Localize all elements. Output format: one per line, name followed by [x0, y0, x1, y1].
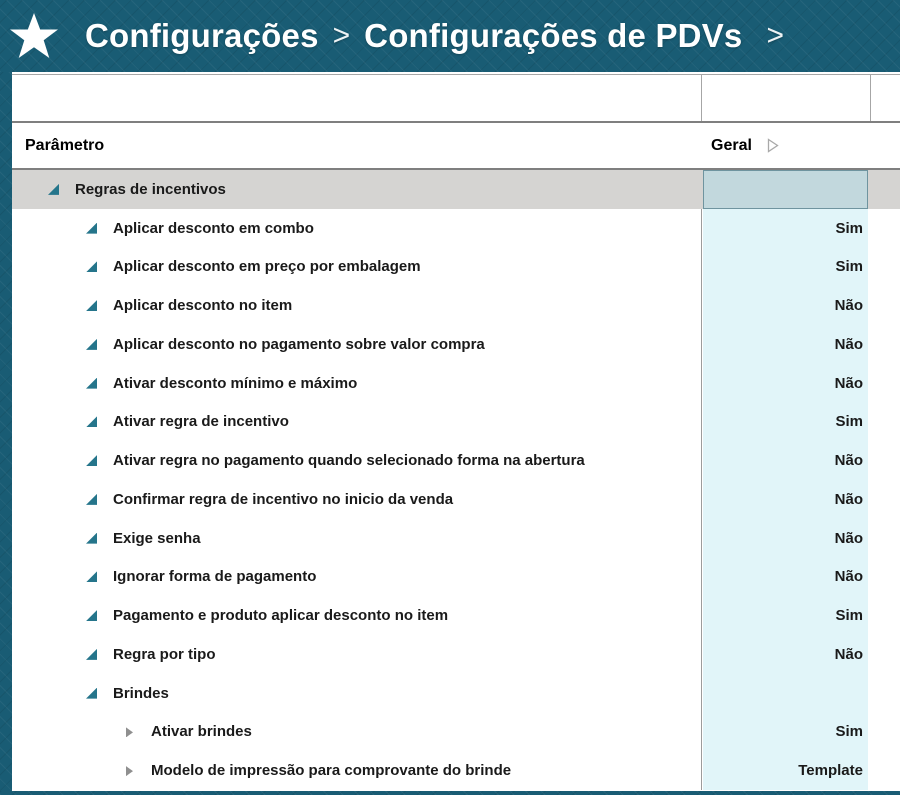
tree-row[interactable] [12, 751, 900, 790]
expand-icon[interactable] [86, 223, 97, 234]
row-label: Ativar desconto mínimo e máximo [113, 374, 358, 392]
expand-icon[interactable] [48, 184, 59, 195]
tree-row[interactable] [12, 713, 900, 752]
row-label: Modelo de impressão para comprovante do brinde [151, 762, 512, 780]
row-value-cell[interactable]: Sim [835, 607, 863, 625]
row-value-cell[interactable]: Não [834, 490, 863, 508]
expand-icon[interactable] [86, 455, 97, 466]
triangle-glyph [86, 300, 97, 311]
row-value-cell[interactable]: Sim [835, 219, 863, 237]
triangle-glyph [86, 571, 97, 582]
triangle-glyph [86, 455, 97, 466]
expand-icon[interactable] [86, 378, 97, 389]
expand-icon[interactable] [86, 494, 97, 505]
triangle-glyph [86, 688, 97, 699]
tree-row[interactable] [12, 248, 900, 287]
row-label: Brindes [113, 684, 169, 702]
row-value-cell[interactable] [703, 170, 868, 209]
tree-row[interactable] [12, 403, 900, 442]
expand-icon[interactable] [86, 261, 97, 272]
row-label: Ativar regra de incentivo [113, 413, 289, 431]
column-expand-icon[interactable] [767, 138, 779, 153]
triangle-glyph [86, 416, 97, 427]
expand-icon[interactable] [86, 339, 97, 350]
column-header-geral[interactable] [711, 123, 779, 168]
triangle-glyph [86, 610, 97, 621]
column-header-geral-label: Geral [711, 136, 752, 154]
tree-rows [12, 170, 900, 790]
row-value-cell[interactable]: Não [834, 297, 863, 315]
collapse-icon[interactable] [124, 765, 135, 776]
row-label: Pagamento e produto aplicar desconto no item [113, 607, 449, 625]
row-value-cell[interactable] [703, 674, 868, 713]
column-header-row [12, 123, 900, 168]
tree-row[interactable] [12, 558, 900, 597]
filter-cell-group[interactable] [701, 75, 870, 121]
row-label: Aplicar desconto no pagamento sobre valor compra [113, 335, 485, 353]
breadcrumb-separator-icon: > [766, 19, 784, 52]
star-icon[interactable] [9, 12, 59, 60]
filter-row [12, 74, 900, 121]
row-label: Aplicar desconto em combo [113, 219, 314, 237]
row-value-cell[interactable]: Não [834, 452, 863, 470]
row-value-cell[interactable]: Não [834, 335, 863, 353]
column-header-parametro[interactable]: Parâmetro [25, 136, 105, 154]
breadcrumb-item-configuracoes-de-pdvs[interactable]: Configurações de PDVs [364, 17, 743, 54]
triangle-glyph [86, 649, 97, 660]
row-label: Regras de incentivos [75, 180, 226, 198]
row-value-cell[interactable]: Sim [835, 723, 863, 741]
tree-row[interactable] [12, 596, 900, 635]
filter-cell-parameter[interactable] [12, 75, 701, 121]
breadcrumb-item-configuracoes[interactable]: Configurações [85, 17, 319, 54]
row-label: Exige senha [113, 529, 201, 547]
row-value-cell[interactable]: Não [834, 529, 863, 547]
triangle-glyph [86, 378, 97, 389]
triangle-glyph [86, 223, 97, 234]
row-label: Confirmar regra de incentivo no inicio da venda [113, 490, 454, 508]
tree-row[interactable] [12, 480, 900, 519]
expand-icon[interactable] [86, 300, 97, 311]
breadcrumb [85, 17, 784, 55]
tree-row[interactable] [12, 286, 900, 325]
expand-icon[interactable] [86, 649, 97, 660]
row-label: Aplicar desconto no item [113, 297, 293, 315]
tree-row[interactable] [12, 209, 900, 248]
expand-icon[interactable] [86, 610, 97, 621]
collapse-icon[interactable] [124, 726, 135, 737]
expand-icon[interactable] [86, 688, 97, 699]
row-label: Ignorar forma de pagamento [113, 568, 317, 586]
expand-icon[interactable] [86, 571, 97, 582]
row-value-cell[interactable]: Sim [835, 413, 863, 431]
tree-row[interactable] [12, 519, 900, 558]
triangle-glyph [86, 339, 97, 350]
row-value-cell[interactable]: Template [798, 762, 863, 780]
triangle-glyph [86, 494, 97, 505]
tree-row[interactable] [12, 364, 900, 403]
triangle-glyph [126, 727, 133, 737]
left-edge-bar [0, 72, 12, 795]
row-label: Ativar regra no pagamento quando selecionado forma na abertura [113, 452, 585, 470]
expand-icon[interactable] [86, 533, 97, 544]
row-value-cell[interactable]: Não [834, 568, 863, 586]
triangle-glyph [86, 533, 97, 544]
triangle-glyph [86, 261, 97, 272]
triangle-glyph [48, 184, 59, 195]
row-value-cell[interactable]: Sim [835, 258, 863, 276]
tree-row[interactable] [12, 325, 900, 364]
row-label: Ativar brindes [151, 723, 252, 741]
breadcrumb-separator-icon: > [332, 19, 351, 52]
triangle-glyph [126, 766, 133, 776]
filter-cell-extra[interactable] [870, 75, 900, 121]
row-value-cell[interactable]: Não [834, 645, 863, 663]
settings-table [12, 72, 900, 791]
tree-row[interactable] [12, 674, 900, 713]
expand-icon[interactable] [86, 416, 97, 427]
breadcrumb-bar [0, 0, 900, 72]
row-value-cell[interactable]: Não [834, 374, 863, 392]
row-label: Aplicar desconto em preço por embalagem [113, 258, 421, 276]
tree-row[interactable] [12, 170, 900, 209]
bottom-edge-bar [0, 791, 900, 795]
tree-row[interactable] [12, 635, 900, 674]
row-label: Regra por tipo [113, 645, 216, 663]
tree-row[interactable] [12, 441, 900, 480]
